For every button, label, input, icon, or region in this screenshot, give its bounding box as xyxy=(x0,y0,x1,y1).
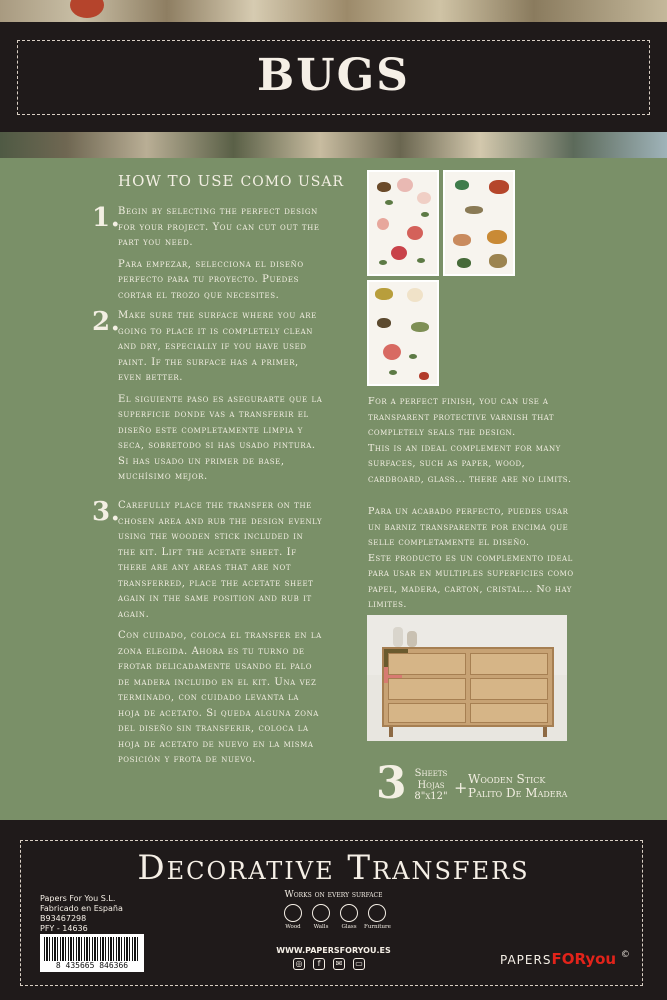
surface-icons xyxy=(280,904,390,944)
barcode xyxy=(40,934,144,972)
plus-sign: + xyxy=(454,778,468,797)
sheet-details xyxy=(406,768,456,803)
step-number: 3. xyxy=(92,497,121,527)
social-icons xyxy=(293,958,373,972)
cif-number: B93467298 xyxy=(40,914,87,923)
finish-es-1: Para un acabado perfecto, puedes usar un barniz transparente por encima que selle completamente el diseño. xyxy=(368,506,569,548)
footer-band xyxy=(0,820,667,1000)
sheets-label: Sheets xyxy=(414,768,448,779)
instagram-icon[interactable]: ◎ xyxy=(293,958,305,970)
transfer-sheet-mixed-image xyxy=(367,280,439,386)
wooden-stick-label xyxy=(468,772,588,800)
title-band xyxy=(0,22,667,132)
finish-text-es xyxy=(368,504,578,613)
website-link[interactable]: WWW.PAPERSFORYOU.ES xyxy=(276,946,391,955)
finish-en-1: For a perfect finish, you can use a transparent protective varnish that completely seals the design. xyxy=(368,396,555,438)
step-number: 1. xyxy=(92,203,121,233)
made-in: Fabricado en España xyxy=(40,904,123,913)
transfer-sheet-flowers-image xyxy=(367,170,439,276)
brand-for: FOR xyxy=(551,950,586,968)
surface-label: Wood xyxy=(285,924,301,930)
hojas-label: Hojas xyxy=(417,779,445,791)
step-number: 2. xyxy=(92,307,121,337)
barcode-bars xyxy=(44,937,140,961)
instructions-panel xyxy=(0,158,667,820)
stick-es: Palito De Madera xyxy=(468,786,568,800)
finish-text-en xyxy=(368,394,578,487)
step-text-en: Make sure the surface where you are going to place it is completely clean and dry, especially if you have used paint. If the surface has a primer, even better. xyxy=(118,310,317,383)
barcode-digits: 8 435665 846366 xyxy=(55,961,129,970)
page-title: BUGS xyxy=(257,50,410,101)
shop-icon[interactable]: ▭ xyxy=(353,958,365,970)
step-text-es: El siguiente paso es asegurarte que la superficie donde vas a transferir el diseño este completamente limpia y seca, sobretodo si has usado pintura. Si has usado un primer de base, muchísimo mejor. xyxy=(118,393,323,482)
brand-reg: © xyxy=(620,950,631,960)
finish-en-2: This is an ideal complement for many surfaces, such as paper, wood, cardboard, glass... there are no limits. xyxy=(368,442,572,485)
how-to-en: HOW TO USE xyxy=(118,172,235,190)
stick-en: Wooden Stick xyxy=(468,772,546,786)
brand-papers: PAPERS xyxy=(500,953,552,967)
surface-label: Walls xyxy=(313,924,329,930)
brand-logo xyxy=(500,950,631,968)
surface-label: Furniture xyxy=(364,924,391,930)
product-line-title: Decorative Transfers xyxy=(137,848,530,888)
brand-you: you xyxy=(585,950,617,968)
surface-label: Glass xyxy=(341,924,357,930)
step-2 xyxy=(92,308,322,488)
walls-icon xyxy=(308,904,334,930)
step-text-en: Begin by selecting the perfect design for your project. You can cut out the part you need. xyxy=(118,206,320,248)
company-info xyxy=(40,894,123,934)
step-text-en: Carefully place the transfer on the chosen area and rub the design evenly using the wooden stick included in the kit. Lift the acetate sheet. If there are any areas that are not transferred, place the acetate sheet again in the same position and rub it again. xyxy=(118,500,323,620)
sheet-count: 3 xyxy=(376,758,407,809)
ladybug-decoration xyxy=(70,0,104,18)
company-name: Papers For You S.L. xyxy=(40,894,116,903)
top-decorative-strip xyxy=(0,0,667,22)
email-icon[interactable]: ✉ xyxy=(333,958,345,970)
works-on-surfaces-heading: Works on every surface xyxy=(284,890,383,900)
step-3 xyxy=(92,497,323,765)
step-text-es: Con cuidado, coloca el transfer en la zona elegida. Ahora es tu turno de frotar delicadamente usando el palo de madera incluido en el kit. Una vez terminado, con cuidado levanta la hoja de acetato. Si queda alguna zona del diseño sin transferir, coloca la hoja de acetato de nuevo en la misma posición y frota de nuevo. xyxy=(118,630,322,765)
how-to-es: COMO USAR xyxy=(240,174,345,190)
transfer-sheet-bugs-image xyxy=(443,170,515,276)
finish-es-2: Este producto es un complemento ideal para usar en multiples superficies como papel, madera, carton, cristal... No hay limites. xyxy=(368,552,574,610)
wood-icon xyxy=(280,904,306,930)
step-1 xyxy=(92,204,322,304)
dresser-photo xyxy=(367,615,567,741)
facebook-icon[interactable]: f xyxy=(313,958,325,970)
furniture-icon xyxy=(364,904,390,930)
product-ref: PFY - 14636 xyxy=(40,924,88,933)
step-text-es: Para empezar, selecciona el diseño perfecto para tu proyecto. Puedes cortar el trozo que necesites. xyxy=(118,258,304,301)
decorative-strip-bottom xyxy=(0,132,667,158)
glass-icon xyxy=(336,904,362,930)
how-to-heading xyxy=(118,172,344,190)
sheet-size: 8"x12" xyxy=(414,791,448,802)
